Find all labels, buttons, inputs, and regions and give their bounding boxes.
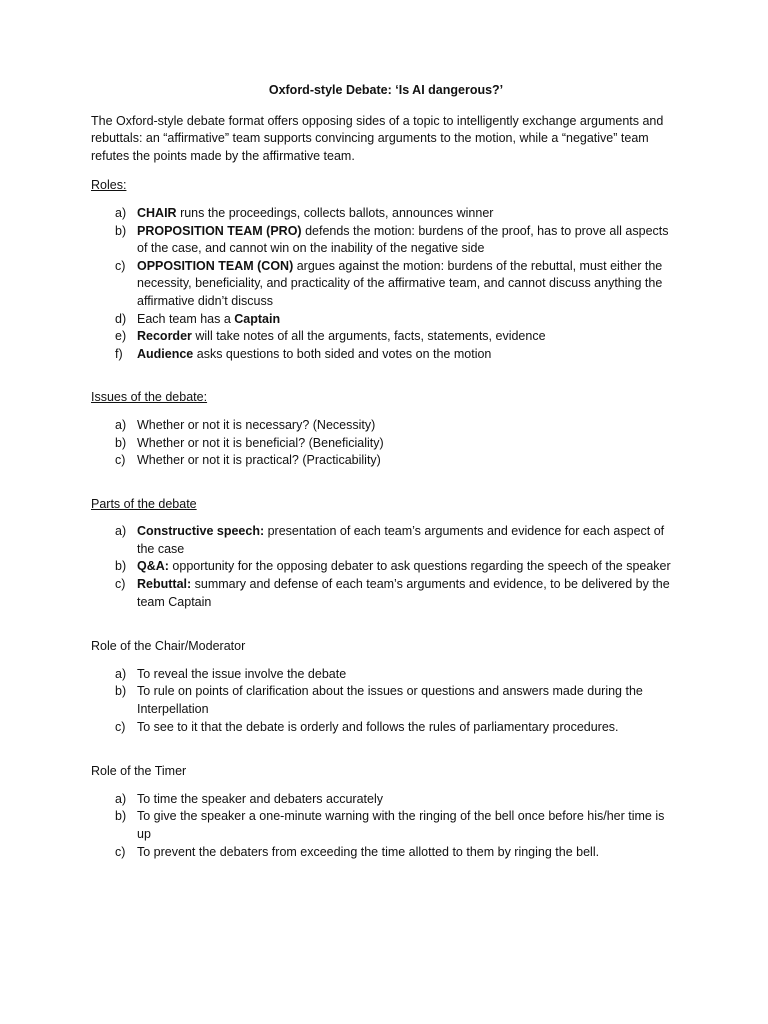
timer-heading: Role of the Timer <box>91 764 187 779</box>
list-item <box>91 223 681 258</box>
list-item-text: To reveal the issue involve the debate <box>137 666 347 681</box>
list-marker: b) <box>115 684 127 699</box>
list-marker: d) <box>115 311 127 326</box>
list-marker: a) <box>115 524 127 539</box>
list-item <box>91 844 681 862</box>
role-description: Each team has a <box>137 311 235 326</box>
role-description: will take notes of all the arguments, facts, statements, evidence <box>191 329 546 344</box>
parts-list <box>91 523 681 611</box>
list-marker: f) <box>115 346 123 361</box>
part-name: Rebuttal: <box>137 577 192 592</box>
role-name: Captain <box>234 311 281 326</box>
list-marker: c) <box>115 844 126 859</box>
list-item <box>91 328 681 346</box>
section-timer <box>91 763 681 861</box>
list-marker: c) <box>115 453 126 468</box>
list-item <box>91 576 681 611</box>
role-description: asks questions to both sided and votes on the motion <box>193 346 492 361</box>
list-item <box>91 666 681 684</box>
role-name: PROPOSITION TEAM (PRO) <box>137 223 302 238</box>
role-name: CHAIR <box>137 205 177 220</box>
list-marker: b) <box>115 435 127 450</box>
list-item <box>91 808 681 843</box>
part-description: presentation of each team’s arguments and evidence for each aspect of the case <box>137 524 665 556</box>
intro-paragraph: The Oxford-style debate format offers opposing sides of a topic to intelligently exchange arguments and rebuttals: an “affirmative” team supports convincing arguments to the motion, while a “negative” team refutes the points made by the affirmative team. <box>91 113 664 163</box>
roles-heading: Roles: <box>91 178 127 193</box>
list-marker: c) <box>115 258 126 273</box>
parts-heading: Parts of the debate <box>91 496 197 511</box>
issues-list <box>91 417 681 470</box>
role-name: Audience <box>137 346 194 361</box>
list-item <box>91 523 681 558</box>
chair-heading: Role of the Chair/Moderator <box>91 639 246 654</box>
timer-list <box>91 791 681 861</box>
chair-list <box>91 666 681 736</box>
list-marker: b) <box>115 559 127 574</box>
section-issues <box>91 389 681 469</box>
list-item <box>91 311 681 329</box>
list-item-text: To prevent the debaters from exceeding the time allotted to them by ringing the bell. <box>137 844 600 859</box>
part-description: opportunity for the opposing debater to ask questions regarding the speech of the speaker <box>168 559 671 574</box>
role-description: argues against the motion: burdens of the rebuttal, must either the necessity, beneficiality, and practicality of the affirmative team, and cannot discuss anything the affirmative didn’t discuss <box>137 258 663 308</box>
list-item <box>91 417 681 435</box>
list-marker: a) <box>115 205 127 220</box>
section-chair <box>91 638 681 736</box>
roles-list <box>91 205 681 363</box>
list-marker: e) <box>115 329 127 344</box>
list-marker: a) <box>115 666 127 681</box>
list-item <box>91 346 681 364</box>
list-item-text: To time the speaker and debaters accurately <box>137 791 383 806</box>
list-marker: a) <box>115 417 127 432</box>
list-marker: c) <box>115 719 126 734</box>
role-name: Recorder <box>137 329 192 344</box>
document-title: Oxford-style Debate: ‘Is AI dangerous?’ <box>268 83 504 97</box>
part-description: summary and defense of each team’s arguments and evidence, to be delivered by the team Captain <box>137 577 670 609</box>
list-item-text: To rule on points of clarification about the issues or questions and answers made during the Interpellation <box>137 684 643 717</box>
list-item <box>91 452 681 470</box>
section-roles <box>91 177 681 363</box>
list-marker: a) <box>115 791 127 806</box>
document-body <box>91 82 681 861</box>
list-item <box>91 258 681 311</box>
role-description: runs the proceedings, collects ballots, announces winner <box>176 205 494 220</box>
list-item <box>91 435 681 453</box>
list-item <box>91 558 681 576</box>
issues-heading: Issues of the debate: <box>91 390 208 405</box>
part-name: Constructive speech: <box>137 524 265 539</box>
list-item <box>91 683 681 718</box>
part-name: Q&A: <box>137 559 169 574</box>
section-parts <box>91 496 681 612</box>
list-item-text: Whether or not it is practical? (Practicability) <box>137 453 381 468</box>
role-description: defends the motion: burdens of the proof, has to prove all aspects of the case, and cannot win on the inability of the negative side <box>137 223 669 256</box>
list-item-text: To see to it that the debate is orderly and follows the rules of parliamentary procedures. <box>137 719 619 734</box>
list-item-text: Whether or not it is beneficial? (Beneficiality) <box>137 435 384 450</box>
list-item <box>91 791 681 809</box>
list-marker: b) <box>115 809 127 824</box>
list-marker: c) <box>115 577 126 592</box>
list-item <box>91 719 681 737</box>
role-name: OPPOSITION TEAM (CON) <box>137 258 294 273</box>
list-marker: b) <box>115 223 127 238</box>
list-item <box>91 205 681 223</box>
list-item-text: To give the speaker a one-minute warning with the ringing of the bell once before his/her time is up <box>137 809 665 841</box>
list-item-text: Whether or not it is necessary? (Necessity) <box>137 417 376 432</box>
